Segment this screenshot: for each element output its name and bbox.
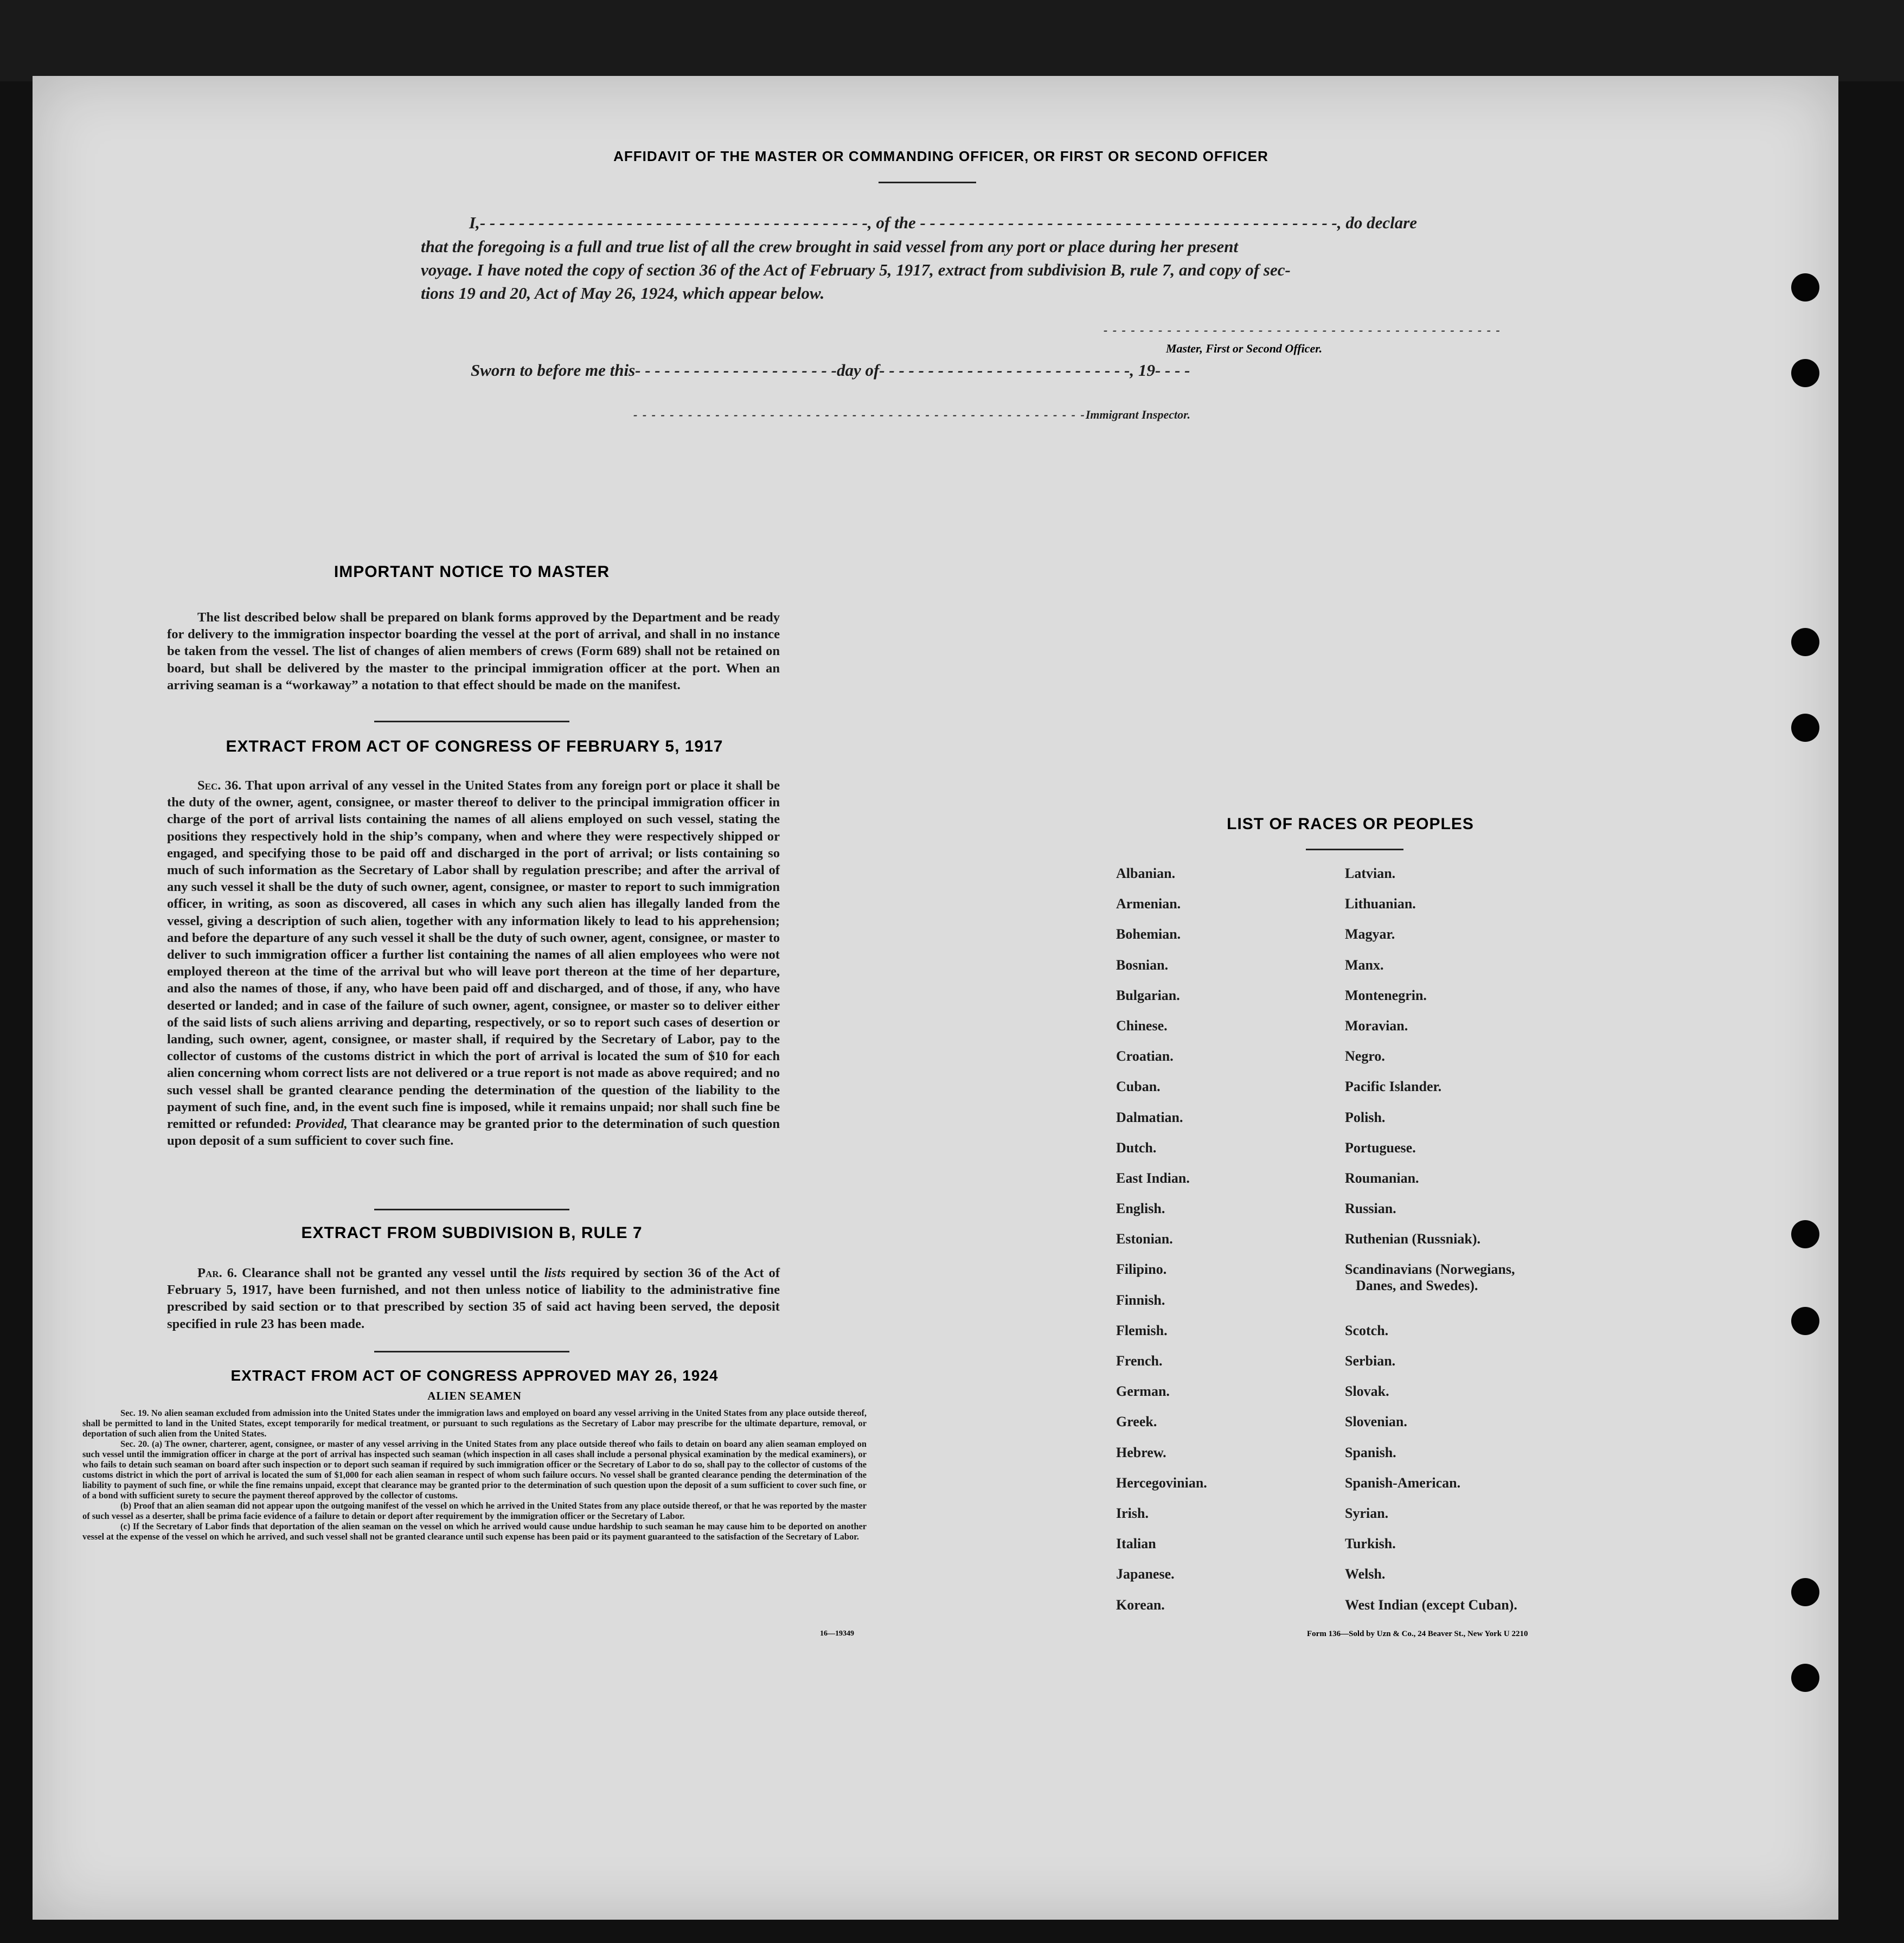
sec-36-text: That upon arrival of any vessel in the United States from any foreign port or place it shall be the duty of the owner, agent, consignee, or master thereof to deliver to the principal immigration officer in charge of the port of arrival lists containing the names of all aliens employed on such vessel, stating the positions they respectively hold in the ship’s company, when and where they were respectively shipped or engaged, and specifying those to be paid off and discharged in the port of arrival; or lists containing so much of such information as the Secretary of Labor shall by regulation prescribe; and after the arrival of any such vessel it shall be the duty of such owner, agent, consignee, or master to report to such immigration officer, in writing, as soon as discovered, all cases in which any such alien has illegally landed from the vessel, giving a description of such alien, together with any information likely to lead to his apprehension; and before the departure of any such vessel it shall be the duty of such owner, agent, consignee, or master to deliver to such immigration officer a further list containing the names of all alien employees who were not employed thereon at the time of the arrival but who will leave port thereon at the time of her departure, and also the names of those, if any, who have been paid off and discharged, and of those, if any, who have deserted or landed; and in case of the failure of such owner, agent, consignee, or master so to deliver either of the said lists of such aliens arriving and departing, respectively, or so to report such cases of desertion or landing, such owner, agent, consignee, or master shall, if required by the Secretary of Labor, pay to the collector of customs of the customs district in which the port of arrival is located the sum of $10 for each alien concerning whom correct lists are not delivered or a true report is not made as above required; and no such vessel shall be granted clearance pending the determination of the question of the liability to the payment of such fine, and, in the event such fine is imposed, while it remains unpaid; nor shall such fine be remitted or refunded:: [167, 778, 780, 1132]
race-item: English.: [1116, 1201, 1165, 1217]
sworn-day-of: day of: [836, 361, 880, 380]
sworn-year-prefix: , 19: [1130, 361, 1155, 380]
affidavit-title-rule: [879, 182, 976, 183]
race-item: French.: [1116, 1353, 1163, 1369]
race-item: Estonian.: [1116, 1231, 1173, 1247]
vessel-name-blank[interactable]: - - - - - - - - - - - - - - - - - - - - - - - - - - - - - - - - - - - - - - - - - - -: [920, 213, 1337, 232]
subdivision-title: EXTRACT FROM SUBDIVISION B, RULE 7: [301, 1224, 643, 1242]
race-item: Turkish.: [1345, 1536, 1396, 1552]
race-item: Slovak.: [1345, 1383, 1389, 1400]
extract-1924-body: [82, 1408, 867, 1542]
race-item: Syrian.: [1345, 1505, 1389, 1521]
binder-hole: [1791, 1664, 1819, 1692]
race-item: Serbian.: [1345, 1353, 1396, 1369]
race-item: Croatian.: [1116, 1048, 1174, 1065]
sworn-day-blank[interactable]: - - - - - - - - - - - - - - - - - - - - -: [635, 361, 837, 380]
race-item: Latvian.: [1345, 865, 1396, 881]
sec-19-text: Sec. 19. No alien seaman excluded from admission into the United States under the immigration laws and employed on board any vessel arriving in the United States from any place outside thereof, shall be permitted to land in the United States, except temporarily for medical treatment, or pursuant to such regulations as the Secretary of Labor may prescribe for the ultimate departure, removal, or deportation of such alien from the United States.: [82, 1408, 867, 1439]
race-item: Hercegovinian.: [1116, 1474, 1207, 1491]
race-item: Spanish.: [1345, 1444, 1396, 1460]
sworn-month-blank[interactable]: - - - - - - - - - - - - - - - - - - - - - - - - - -: [879, 361, 1130, 380]
divider: [374, 1351, 569, 1352]
race-item: Negro.: [1345, 1048, 1385, 1065]
race-item: Ruthenian (Russniak).: [1345, 1231, 1480, 1247]
race-item: Greek.: [1116, 1414, 1157, 1430]
race-item: Roumanian.: [1345, 1170, 1419, 1186]
race-item: Spanish-American.: [1345, 1474, 1461, 1491]
race-item: Slovenian.: [1345, 1414, 1407, 1430]
race-item: Lithuanian.: [1345, 896, 1416, 912]
affidavit-line-1: [469, 213, 1417, 233]
binder-hole: [1791, 359, 1819, 387]
extract-1917-body: [167, 777, 780, 1149]
race-item: Russian.: [1345, 1201, 1396, 1217]
sworn-year-blank[interactable]: - - - -: [1155, 361, 1190, 380]
race-item: Portuguese.: [1345, 1139, 1416, 1156]
affidavit-i: I,: [469, 213, 480, 232]
race-item: Chinese.: [1116, 1017, 1168, 1034]
affidavit-declare: , do declare: [1337, 213, 1418, 232]
race-item: East Indian.: [1116, 1170, 1190, 1186]
race-item: Italian: [1116, 1536, 1156, 1552]
binder-hole: [1791, 1578, 1819, 1606]
races-title: LIST OF RACES OR PEOPLES: [1227, 815, 1474, 833]
race-item: West Indian (except Cuban).: [1345, 1596, 1517, 1613]
extract-1917-title: EXTRACT FROM ACT OF CONGRESS OF FEBRUARY 5, 1917: [226, 738, 723, 755]
race-item-text: Scandinavians (Norwegians, Danes, and Swedes).: [1345, 1261, 1515, 1294]
lists-word: lists: [544, 1266, 566, 1280]
races-title-rule: [1306, 849, 1403, 850]
race-item: Montenegrin.: [1345, 987, 1427, 1003]
notice-body: [167, 609, 780, 694]
par-6-label: Par. 6.: [197, 1266, 238, 1280]
race-item: Hebrew.: [1116, 1444, 1166, 1460]
race-item: Filipino.: [1116, 1261, 1167, 1278]
affidavit-title: AFFIDAVIT OF THE MASTER OR COMMANDING OFFICER, OR FIRST OR SECOND OFFICER: [613, 148, 1268, 164]
race-item: Manx.: [1345, 957, 1384, 973]
race-item: Dutch.: [1116, 1139, 1157, 1156]
race-item: Moravian.: [1345, 1017, 1408, 1034]
race-item: Dalmatian.: [1116, 1109, 1183, 1125]
subdivision-body: [167, 1265, 780, 1332]
binder-hole: [1791, 714, 1819, 742]
race-item: Korean.: [1116, 1596, 1165, 1613]
alien-seamen-subtitle: ALIEN SEAMEN: [427, 1389, 522, 1402]
race-item: Armenian.: [1116, 896, 1181, 912]
sworn-text: Sworn to before me this: [471, 361, 636, 380]
binder-hole: [1791, 628, 1819, 656]
race-item: Polish.: [1345, 1109, 1386, 1125]
race-item: Albanian.: [1116, 865, 1176, 881]
race-item: Scotch.: [1345, 1322, 1389, 1338]
race-item: Pacific Islander.: [1345, 1079, 1442, 1095]
master-signature-blank[interactable]: - - - - - - - - - - - - - - - - - - - - - - - - - - - - - - - - - - - - - - - - - - - -: [1104, 323, 1501, 337]
races-left-column: [1116, 865, 1322, 1627]
form-note: Form 136—Sold by Uzn & Co., 24 Beaver St., New York U 2210: [1307, 1630, 1528, 1638]
race-item: Bulgarian.: [1116, 987, 1180, 1003]
divider: [374, 1209, 569, 1210]
race-item: Irish.: [1116, 1505, 1149, 1521]
race-item: Japanese.: [1116, 1566, 1175, 1582]
affidavit-line-3: voyage. I have noted the copy of section 36 of the Act of February 5, 1917, extract from subdivision B, rule 7, and copy of sec-: [421, 260, 1291, 279]
sworn-line: [471, 361, 1190, 380]
races-right-column: [1345, 865, 1562, 1627]
binder-hole: [1791, 1220, 1819, 1248]
affidavit-line-2: that the foregoing is a full and true list of all the crew brought in said vessel from any port or place during her present: [421, 237, 1239, 256]
race-item: Flemish.: [1116, 1322, 1168, 1338]
par-6-text-end: required by section 36 of the Act of February 5, 1917, have been furnished, and not then unless notice of liability to the administrative fine prescribed by said section or to that prescribed by section 35 of said act having been served, the deposit specified in rule 23 has been made.: [167, 1266, 780, 1331]
par-6-text: Clearance shall not be granted any vessel until the: [242, 1266, 540, 1280]
affidavit-line-4: tions 19 and 20, Act of May 26, 1924, which appear below.: [421, 284, 825, 303]
race-item: Magyar.: [1345, 926, 1395, 942]
inspector-caption: Immigrant Inspector.: [1085, 408, 1190, 421]
affidavit-of-the: , of the: [868, 213, 916, 232]
extract-1924-title: EXTRACT FROM ACT OF CONGRESS APPROVED MAY 26, 1924: [230, 1367, 719, 1384]
sec-20b-text: (b) Proof that an alien seaman did not appear upon the outgoing manifest of the vessel on which he arrived in the United States from any place outside thereof, or that he was reported by the master of such vessel as a deserter, shall be prima facie evidence of a failure to detain or deport after requirement by the immigration officer or the Secretary of Labor.: [82, 1500, 867, 1521]
binder-hole: [1791, 273, 1819, 302]
master-name-blank[interactable]: - - - - - - - - - - - - - - - - - - - - - - - - - - - - - - - - - - - - - - - -: [479, 213, 868, 232]
notice-text: The list described below shall be prepared on blank forms approved by the Department and be ready for delivery to the immigration inspector boarding the vessel at the port of arrival, and shall in no instance be taken from the vessel. The list of changes of alien members of crews (Form 689) shall not be retained on board, but shall be delivered by the master to the principal immigration officer at the port. When an arriving seaman is a “workaway” a notation to that effect should be made on the manifest.: [167, 610, 780, 692]
sec-20c-text: (c) If the Secretary of Labor finds that deportation of the alien seaman on the vessel on which he arrived would cause undue hardship to such seaman he may cause him to be deported on another vessel at the expense of the vessel on which he arrived, and such vessel shall not be granted clearance until such expense has been paid or its payment guaranteed to the satisfaction of the Secretary of Labor.: [82, 1521, 867, 1542]
sec-36-label: Sec. 36.: [197, 778, 242, 793]
master-signature-caption: Master, First or Second Officer.: [1166, 342, 1323, 355]
race-item: Bosnian.: [1116, 957, 1169, 973]
race-item: Bohemian.: [1116, 926, 1181, 942]
notice-title: IMPORTANT NOTICE TO MASTER: [334, 563, 610, 581]
scan-top-border: [0, 0, 1904, 81]
race-item: [1345, 1261, 1562, 1322]
race-item: Welsh.: [1345, 1566, 1386, 1582]
inspector-signature-line: [633, 408, 1190, 422]
binder-hole: [1791, 1307, 1819, 1335]
inspector-signature-blank[interactable]: - - - - - - - - - - - - - - - - - - - - - - - - - - - - - - - - - - - - - - - - - - - - - - - - - -: [633, 408, 1086, 421]
race-item: German.: [1116, 1383, 1170, 1400]
divider: [374, 721, 569, 722]
sec-36-text-end: That clearance may be granted prior to the determination of such question upon deposit of a sum sufficient to cover such fine.: [167, 1117, 780, 1149]
sec-20a-text: Sec. 20. (a) The owner, charterer, agent, consignee, or master of any vessel arriving in the United States from any place outside thereof who fails to detain on board any alien seaman employed on such vessel until the immigration officer in charge at the port of arrival has inspected such seaman (which inspection in all cases shall include a personal physical examination by the medical examiners), or who fails to detain such seaman on board after such inspection or to deport such seaman if required by such immigration officer or the Secretary of Labor to do so, shall pay to the collector of customs of the customs district in which the port of arrival is located the sum of $1,000 for each alien seaman in respect of whom such failure occurs. No vessel shall be granted clearance pending the determination of the liability to payment of such fine, or while the fine remains unpaid, except that clearance may be granted prior to the determination of such question upon the deposit of a sum sufficient to cover such fine, or of a bond with sufficient surety to secure the payment thereof approved by the collector of customs.: [82, 1439, 867, 1500]
race-item: Finnish.: [1116, 1292, 1165, 1308]
print-code: 16—19349: [820, 1630, 854, 1638]
provided-word: Provided,: [295, 1117, 348, 1132]
race-item: Cuban.: [1116, 1079, 1161, 1095]
